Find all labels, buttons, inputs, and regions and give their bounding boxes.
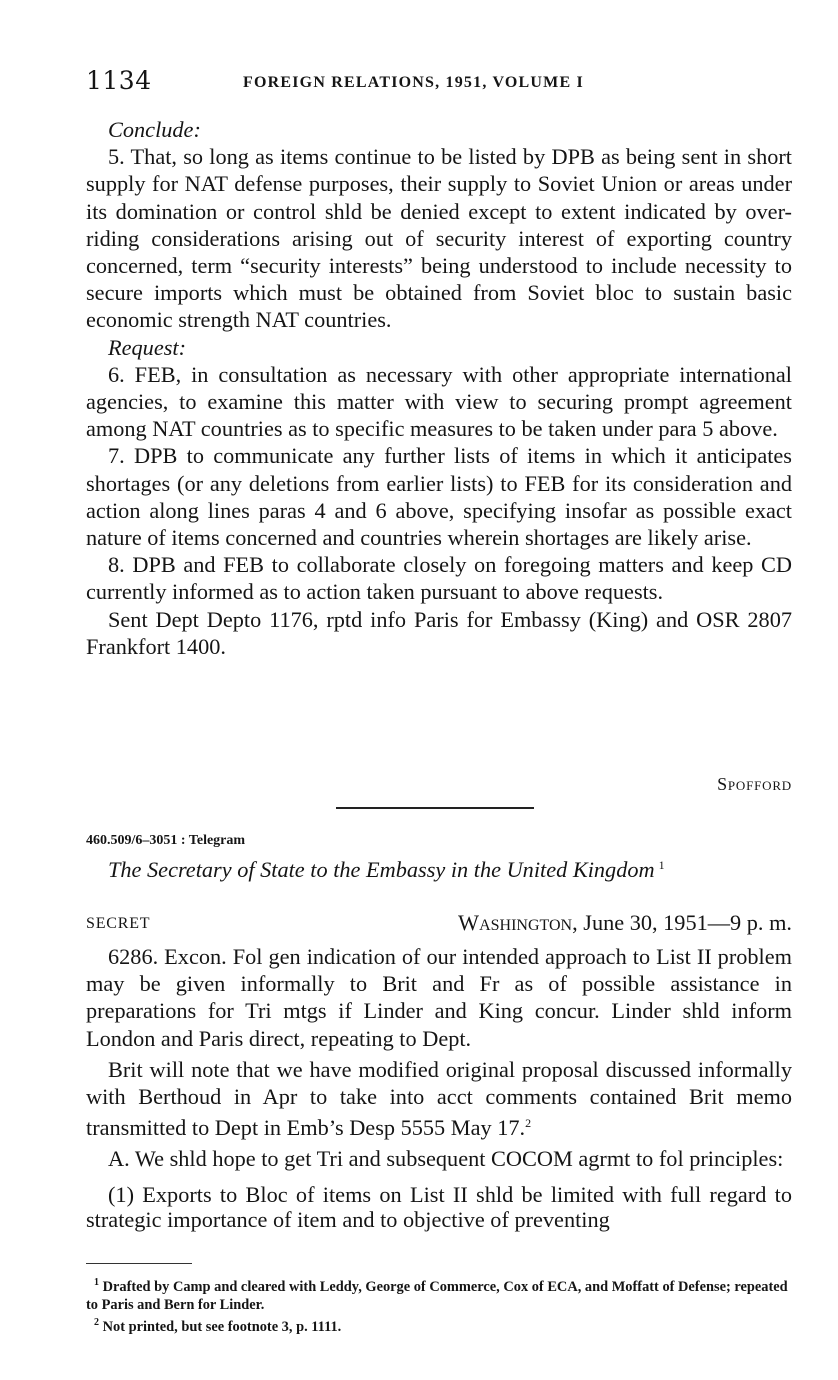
title-footnote-marker: 1 xyxy=(658,858,665,872)
classification-dateline xyxy=(86,910,792,938)
running-title: FOREIGN RELATIONS, 1951, VOLUME I xyxy=(243,74,584,91)
footnote-1-number: 1 xyxy=(94,1277,99,1288)
previous-document-body xyxy=(86,116,792,660)
telegram-paragraph-4: (1) Exports to Bloc of items on List II shld be limited with full regard to strategic importance of item and to objective of preventing xyxy=(86,1181,792,1232)
paragraph-6: 6. FEB, in consultation as necessary with other appropriate international agencies, to examine this matter with view to securing prompt agreement among NAT countries as to specific measures to be taken under para 5 above. xyxy=(86,361,792,442)
classification: SECRET xyxy=(86,915,151,932)
dateline-date: , June 30, 1951—9 p. m. xyxy=(572,910,792,935)
telegram-paragraph-2-text: Brit will note that we have modified original proposal discussed informally with Berthoud in Apr to take into acct comments contained Brit memo transmitted to Dept in Emb’s Desp 5555 May 17. xyxy=(86,1056,792,1141)
paragraph-8: 8. DPB and FEB to collaborate closely on foregoing matters and keep CD currently informed as to action taken pursuant to above requests. xyxy=(86,552,792,605)
file-reference: 460.509/6–3051 : Telegram xyxy=(86,833,246,848)
footnote-marker-2: 2 xyxy=(525,1116,532,1131)
footnotes xyxy=(86,1274,792,1336)
document-title xyxy=(108,857,665,883)
dateline xyxy=(458,910,792,936)
telegram-paragraph-1: 6286. Excon. Fol gen indication of our intended approach to List II problem may be given informally to Brit and Fr as of possible assistance in preparations for Tri mtgs if Linder and King concur. Linder shld inform London and Paris direct, repeating to Dept. xyxy=(86,944,792,1051)
footnote-1 xyxy=(86,1274,792,1314)
dateline-place: Washington xyxy=(458,910,573,935)
paragraph-5: 5. That, so long as items continue to be listed by DPB as being sent in short supply for NAT defense purposes, their supply to Soviet Union or areas under its domination or control shld be denied except to extent indicated by over-riding considerations arising out of security interest of exporting country concerned, term “security interests” being understood to include necessity to secure imports which must be obtained from Soviet bloc to sustain basic economic strength NAT countries. xyxy=(86,144,792,333)
footnote-2-text: Not printed, but see footnote 3, p. 1111. xyxy=(102,1319,342,1335)
footnote-2 xyxy=(86,1314,792,1336)
page-header xyxy=(86,66,796,102)
footnote-2-number: 2 xyxy=(94,1317,99,1328)
footnote-1-text: Drafted by Camp and cleared with Leddy, George of Commerce, Cox of ECA, and Moffatt of Defense; repeated to Paris and Bern for Linder. xyxy=(86,1279,788,1313)
section-divider xyxy=(336,807,534,809)
telegram-body xyxy=(86,943,792,1232)
telegram-paragraph-2 xyxy=(86,1056,792,1142)
telegram-paragraph-3: A. We shld hope to get Tri and subsequent COCOM agrmt to fol principles: xyxy=(108,1146,784,1172)
signature: Spofford xyxy=(717,774,792,794)
footnote-rule xyxy=(86,1263,192,1264)
paragraph-7: 7. DPB to communicate any further lists of items in which it anticipates shortages (or any deletions from earlier lists) to FEB for its consideration and action along lines paras 4 and 6 above, specifying insofar as possible exact nature of items concerned and countries wherein shortages are likely arise. xyxy=(86,443,792,551)
document-title-text: The Secretary of State to the Embassy in the United Kingdom xyxy=(108,857,655,882)
sent-line: Sent Dept Depto 1176, rptd info Paris for Embassy (King) and OSR 2807 Frankfort 1400. xyxy=(86,606,792,659)
page-number: 1134 xyxy=(86,66,152,95)
request-label: Request: xyxy=(108,334,187,360)
conclude-label: Conclude: xyxy=(108,117,201,142)
